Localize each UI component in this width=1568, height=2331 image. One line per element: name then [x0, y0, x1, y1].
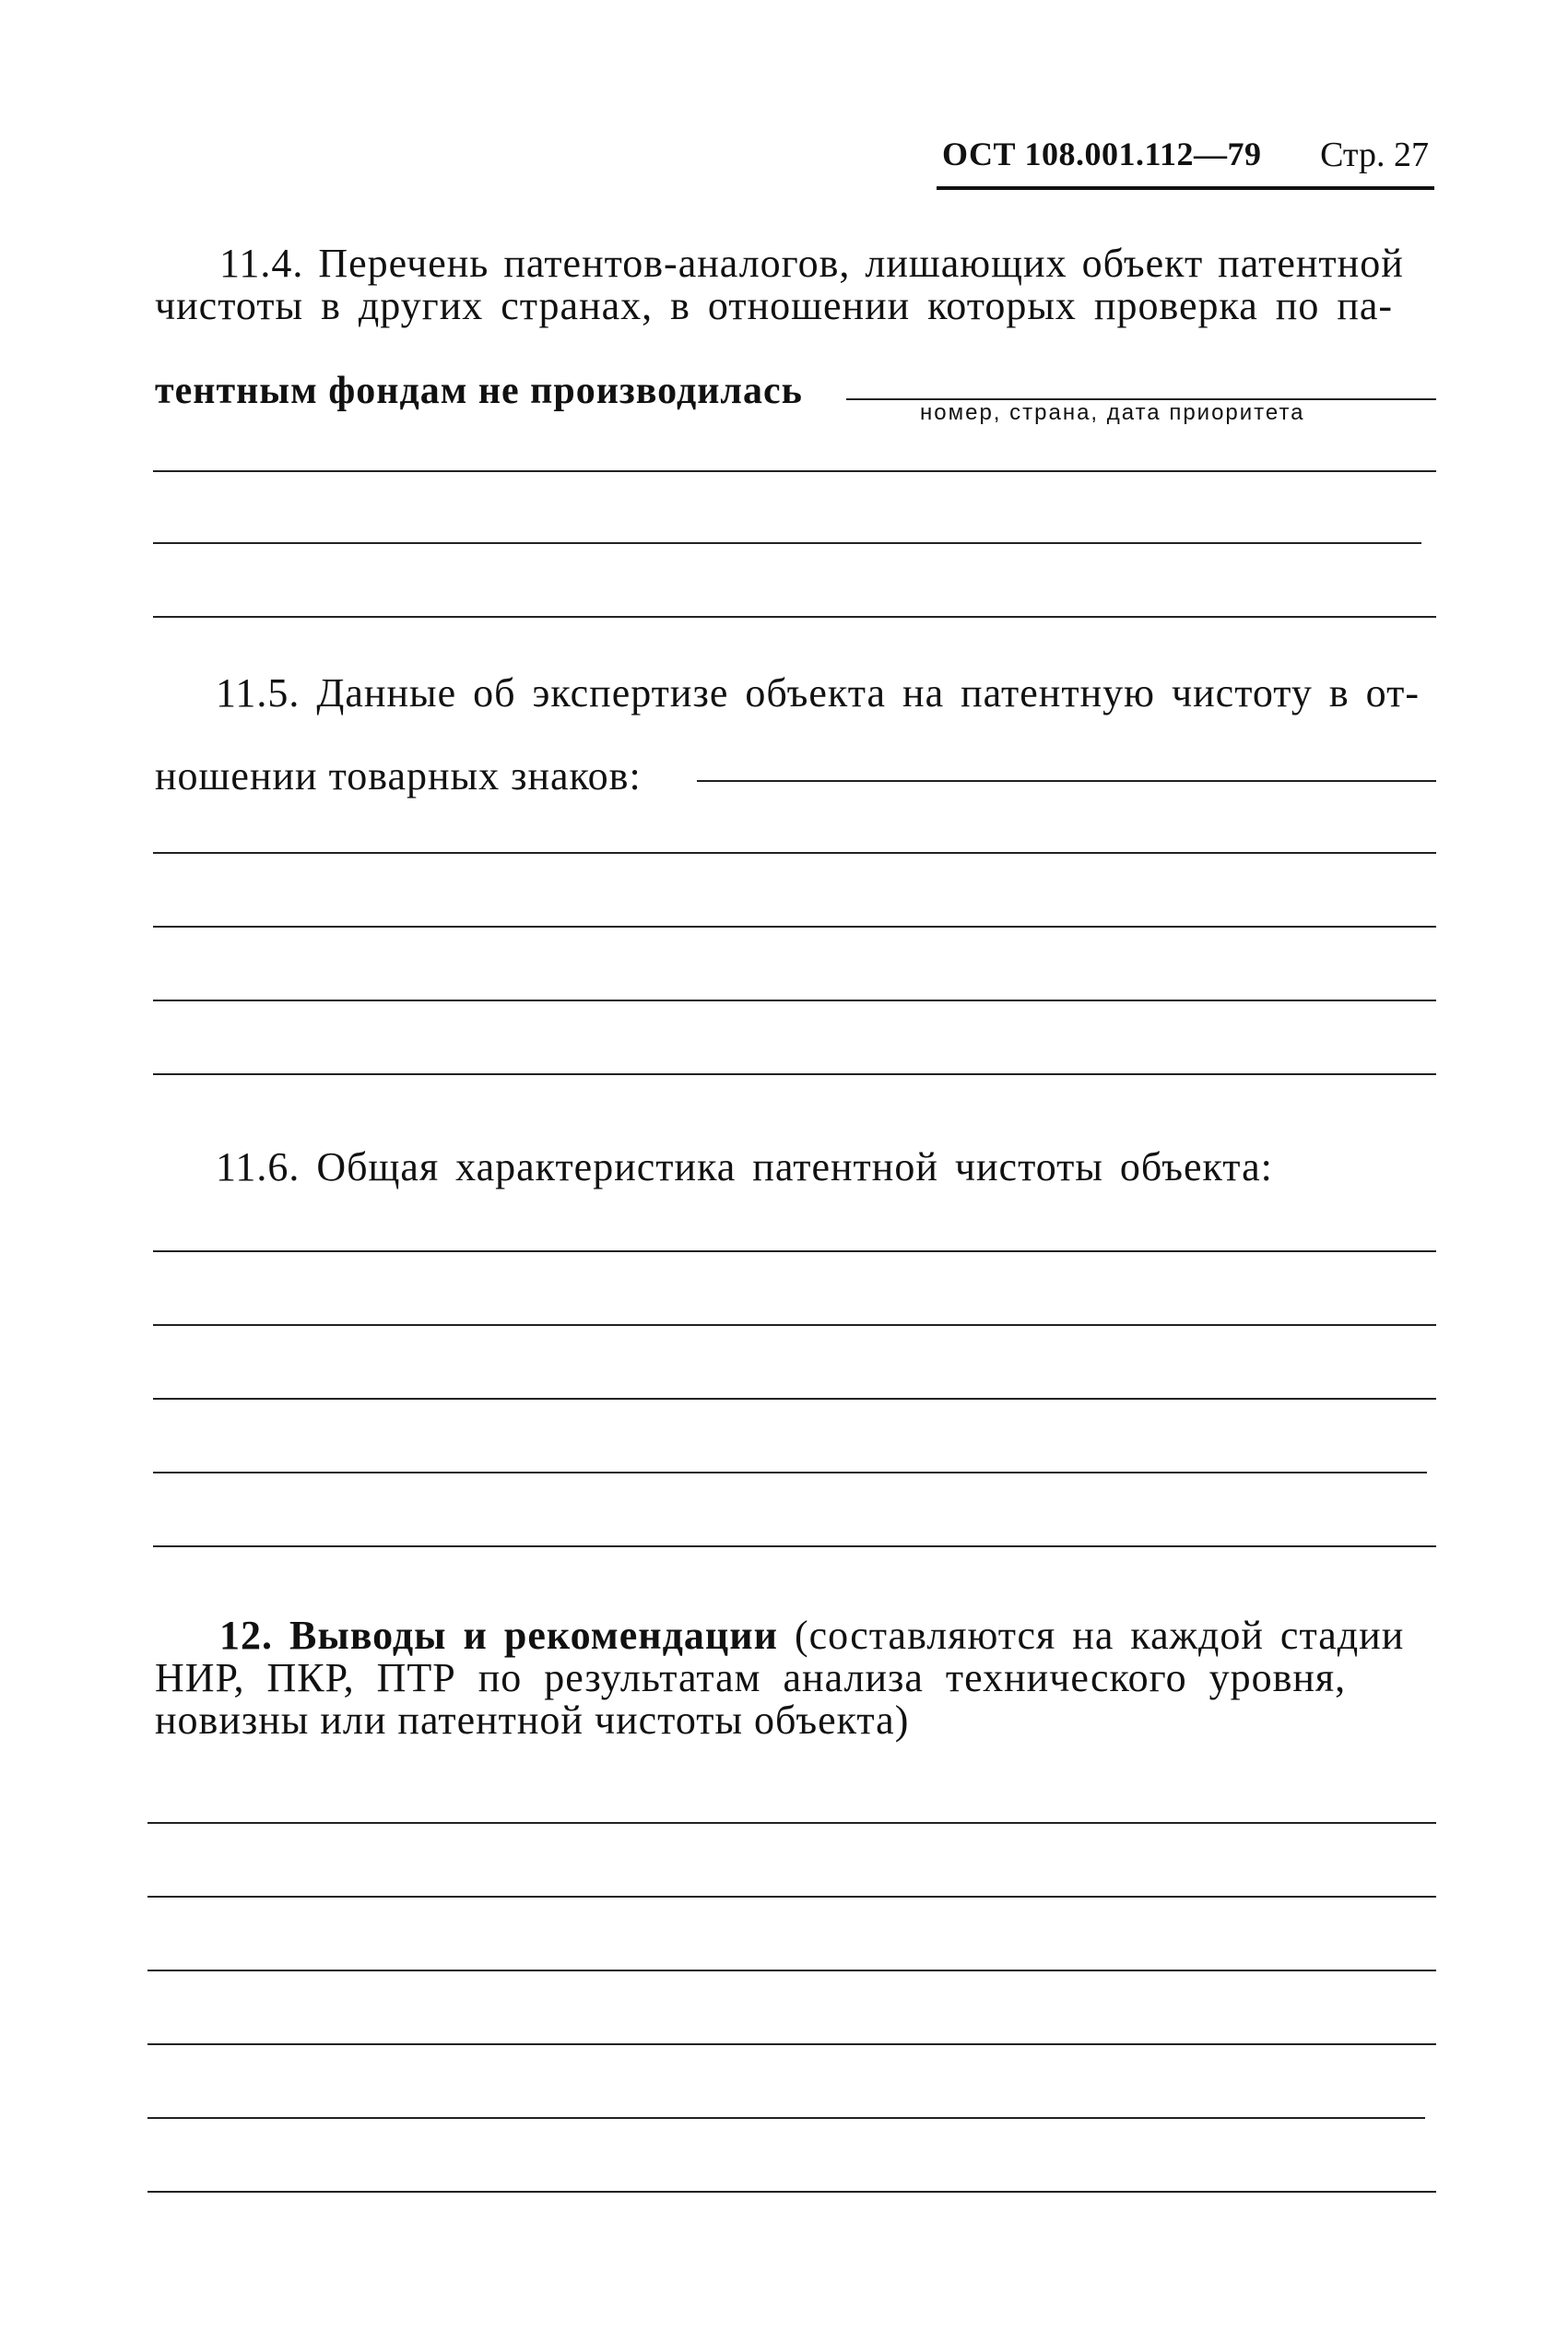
characteristic-line-1[interactable]	[153, 1250, 1436, 1252]
section-12-line-1-rest: (составляются на каждой стадии	[777, 1613, 1405, 1658]
characteristic-line-4[interactable]	[153, 1472, 1427, 1473]
characteristic-line-2[interactable]	[153, 1324, 1436, 1326]
section-11-4-line-2: чистоты в других странах, в отношении которых проверка по па-	[155, 283, 1394, 328]
conclusion-line-1[interactable]	[147, 1822, 1436, 1824]
section-12-line-1	[219, 1614, 1404, 1658]
conclusion-line-3[interactable]	[147, 1970, 1436, 1971]
section-12-line-2: НИР, ПКР, ПТР по результатам анализа технического уровня,	[155, 1655, 1347, 1700]
section-12-line-3: новизны или патентной чистоты объекта)	[155, 1698, 910, 1743]
trademark-input-line[interactable]	[697, 780, 1436, 782]
patent-analog-line-3[interactable]	[153, 616, 1436, 618]
section-11-4-line-3: тентным фондам не производилась	[155, 370, 803, 412]
conclusion-line-5[interactable]	[147, 2117, 1425, 2119]
section-11-6-line-1: 11.6. Общая характеристика патентной чистоты объекта:	[216, 1144, 1273, 1189]
trademark-line-2[interactable]	[153, 926, 1436, 928]
section-11-4-line-1: 11.4. Перечень патентов-аналогов, лишающих объект патентной	[219, 241, 1404, 286]
characteristic-line-3[interactable]	[153, 1398, 1436, 1400]
page-header	[937, 135, 1434, 190]
page-number: Стр. 27	[1320, 136, 1429, 174]
section-11-5-line-1: 11.5. Данные об экспертизе объекта на патентную чистоту в от-	[216, 670, 1420, 716]
conclusion-line-2[interactable]	[147, 1896, 1436, 1898]
section-12-title: 12. Выводы и рекомендации	[219, 1613, 778, 1658]
patent-analog-field-hint: номер, страна, дата приоритета	[920, 400, 1305, 425]
conclusion-line-4[interactable]	[147, 2043, 1436, 2045]
patent-analog-line-1[interactable]	[153, 470, 1436, 472]
document-code: ОСТ 108.001.112—79	[942, 136, 1262, 172]
patent-analog-line-2[interactable]	[153, 542, 1421, 544]
trademark-line-1[interactable]	[153, 852, 1436, 854]
conclusion-line-6[interactable]	[147, 2191, 1436, 2193]
characteristic-line-5[interactable]	[153, 1545, 1436, 1547]
trademark-line-3[interactable]	[153, 1000, 1436, 1001]
trademark-line-4[interactable]	[153, 1073, 1436, 1075]
section-11-5-line-2: ношении товарных знаков:	[155, 753, 642, 799]
